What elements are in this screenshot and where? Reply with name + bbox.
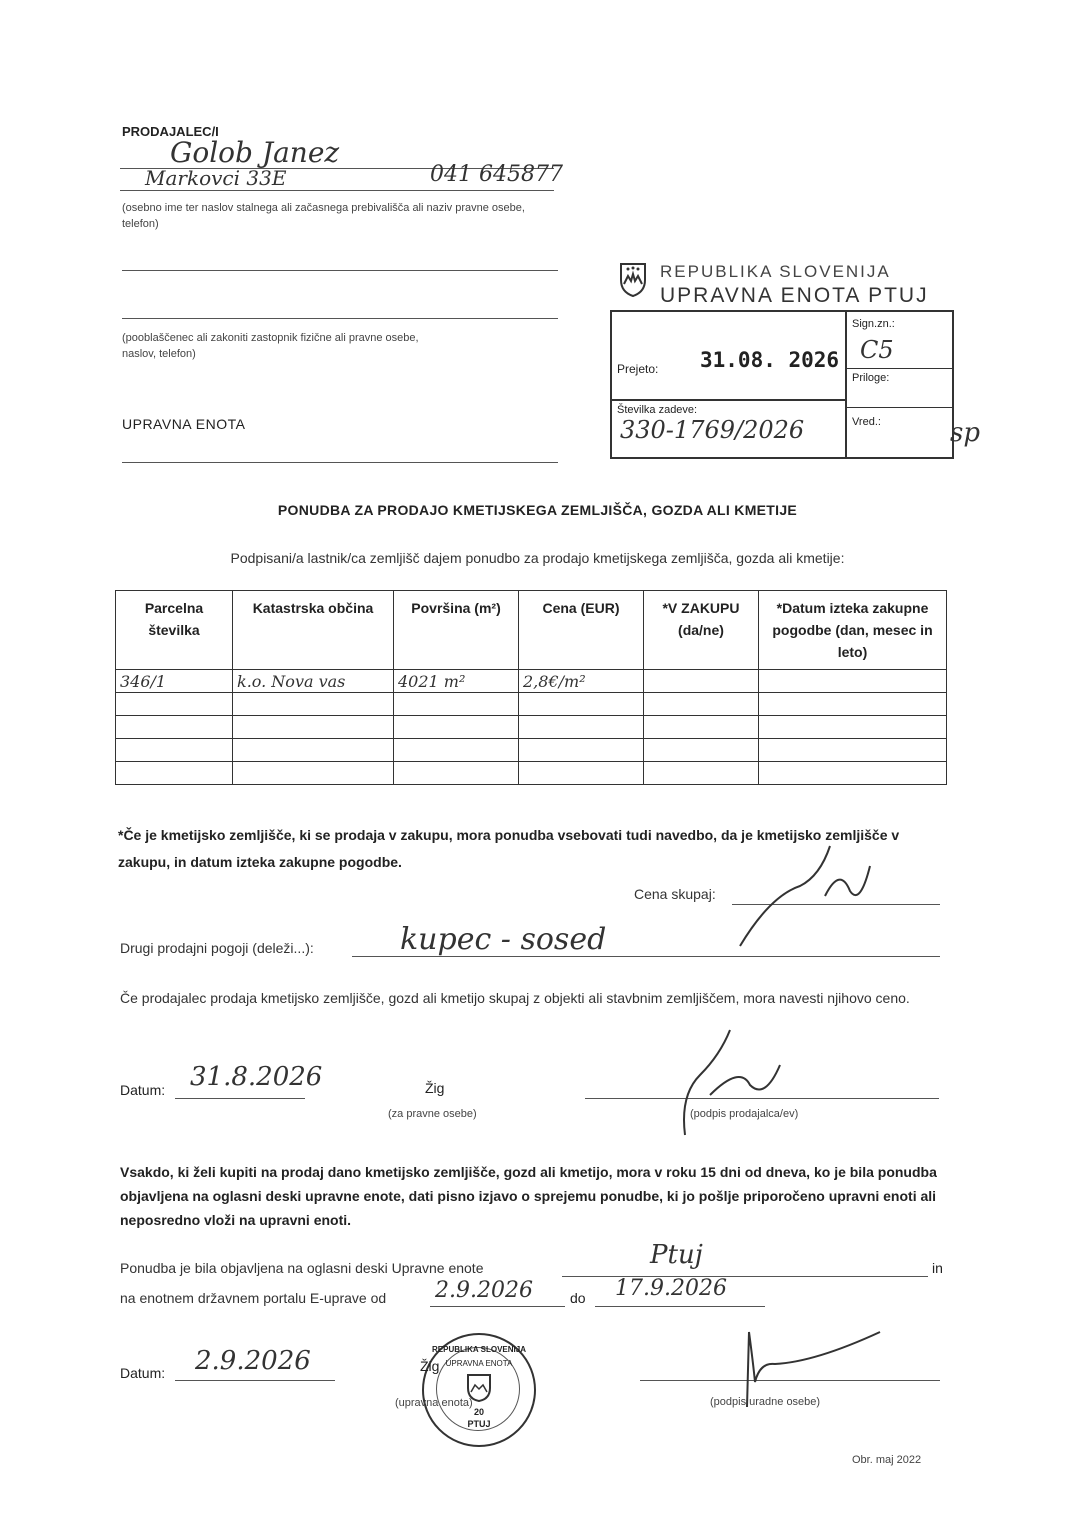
- seal-label: Žig: [425, 1080, 445, 1096]
- received-date: 31.08. 2026: [700, 348, 840, 372]
- seal-note: (za pravne osebe): [388, 1108, 477, 1120]
- stamp-republic: REPUBLIKA SLOVENIJA: [660, 262, 891, 281]
- coat-of-arms-icon: [618, 262, 648, 303]
- stamp-office: UPRAVNA ENOTA PTUJ: [660, 284, 929, 307]
- buyer-note: Vsakdo, ki želi kupiti na prodaj dano kmetijsko zemljišče, gozd ali kmetijo, mora v roku 15 dni od dneva, ko je bila ponudba objavljena na oglasni deski upravne enote, dati pisno izjavo o sprejemu ponudbe, ki jo pošlje priporočeno upravni enoti ali neposredno vloži na upravni enoti.: [120, 1164, 937, 1228]
- published-in: in: [932, 1260, 943, 1276]
- receipt-stamp: [610, 310, 954, 459]
- attachments-label: Priloge:: [852, 372, 890, 384]
- sign-value: C5: [860, 336, 894, 364]
- published-text-2: na enotnem državnem portalu E-uprave od: [120, 1290, 387, 1306]
- other-terms-label: Drugi prodajni pogoji (deleži...):: [120, 940, 314, 956]
- initials: sp: [950, 418, 980, 448]
- col-lease-end: *Datum izteka zakupne pogodbe (dan, mesec in leto): [759, 591, 947, 670]
- round-stamp: [422, 1333, 536, 1447]
- objects-note: Če prodajalec prodaja kmetijsko zemljišče, gozd ali kmetijo skupaj z objekti ali stavbnim zemljiščem, mora navesti njihovo ceno.: [120, 990, 910, 1006]
- seller-signature-2: [670, 1025, 800, 1145]
- col-price: Cena (EUR): [519, 591, 644, 670]
- seller-address: Markovci 33E: [145, 166, 287, 190]
- office-date: 2.9.2026: [195, 1346, 311, 1376]
- office-date-label: Datum:: [120, 1365, 166, 1381]
- sign-label: Sign.zn.:: [852, 318, 895, 330]
- cell: 2,8€/m²: [519, 670, 644, 693]
- col-parcel: Parcelna številka: [116, 591, 233, 670]
- received-label: Prejeto:: [617, 362, 659, 376]
- seller-phone: 041 645877: [430, 162, 563, 187]
- case-label: Številka zadeve:: [617, 404, 698, 416]
- col-area: Površina (m²): [394, 591, 519, 670]
- table-row: [116, 762, 947, 785]
- table-row: [116, 693, 947, 716]
- seller-label: PRODAJALEC/I: [122, 124, 219, 139]
- published-office: Ptuj: [650, 1240, 703, 1270]
- published-text-1: Ponudba je bila objavljena na oglasni deski Upravne enote: [120, 1260, 484, 1276]
- seller-date: 31.8.2026: [190, 1062, 323, 1092]
- published-to: 17.9.2026: [615, 1276, 727, 1301]
- published-to-label: do: [570, 1290, 586, 1306]
- form-version: Obr. maj 2022: [852, 1454, 922, 1466]
- office-seal-note: (upravna enota): [395, 1397, 473, 1409]
- parcel-table: [115, 590, 947, 785]
- representative-note: (pooblaščenec ali zakoniti zastopnik fizične ali pravne osebe, naslov, telefon): [122, 332, 419, 360]
- table-row: [116, 716, 947, 739]
- case-number: 330-1769/2026: [620, 416, 805, 444]
- round-stamp-number: 20: [473, 1407, 484, 1417]
- round-stamp-top: REPUBLIKA SLOVENIJA: [432, 1345, 526, 1354]
- published-from: 2.9.2026: [435, 1278, 533, 1303]
- official-signature-note: (podpis uradne osebe): [710, 1396, 821, 1408]
- seller-signature-1: [730, 836, 890, 956]
- seller-note: (osebno ime ter naslov stalnega ali začasnega prebivališča ali naziv pravne osebe, telefon): [122, 202, 525, 230]
- cell: k.o. Nova vas: [233, 670, 394, 693]
- col-lease: *V ZAKUPU (da/ne): [644, 591, 759, 670]
- round-stamp-city: PTUJ: [467, 1419, 491, 1429]
- value-label: Vred.:: [852, 416, 881, 428]
- col-cadastre: Katastrska občina: [233, 591, 394, 670]
- total-label: Cena skupaj:: [634, 886, 716, 902]
- seller-date-label: Datum:: [120, 1082, 166, 1098]
- lease-note: *Če je kmetijsko zemljišče, ki se prodaja v zakupu, mora ponudba vsebovati tudi navedbo, da je kmetijsko zemljišče v zakupu, in datum izteka zakupne pogodbe.: [118, 827, 900, 870]
- intro-text: Podpisani/a lastnik/ca zemljišč dajem ponudbo za prodajo kmetijskega zemljišča, gozda ali kmetije:: [230, 550, 845, 566]
- round-stamp-inner: UPRAVNA ENOTA: [445, 1359, 513, 1368]
- table-row: [116, 670, 947, 693]
- office-label: UPRAVNA ENOTA: [122, 416, 246, 432]
- table-row: [116, 739, 947, 762]
- other-terms-value: kupec - sosed: [400, 922, 607, 957]
- cell: [644, 670, 759, 693]
- cell: 4021 m²: [394, 670, 519, 693]
- cell: [759, 670, 947, 693]
- seller-signature-note: (podpis prodajalca/ev): [690, 1108, 799, 1120]
- form-title: PONUDBA ZA PRODAJO KMETIJSKEGA ZEMLJIŠČA, GOZDA ALI KMETIJE: [277, 502, 798, 518]
- seller-name: Golob Janez: [170, 136, 340, 169]
- cell: 346/1: [116, 670, 233, 693]
- office-seal-label: Žig: [420, 1358, 440, 1374]
